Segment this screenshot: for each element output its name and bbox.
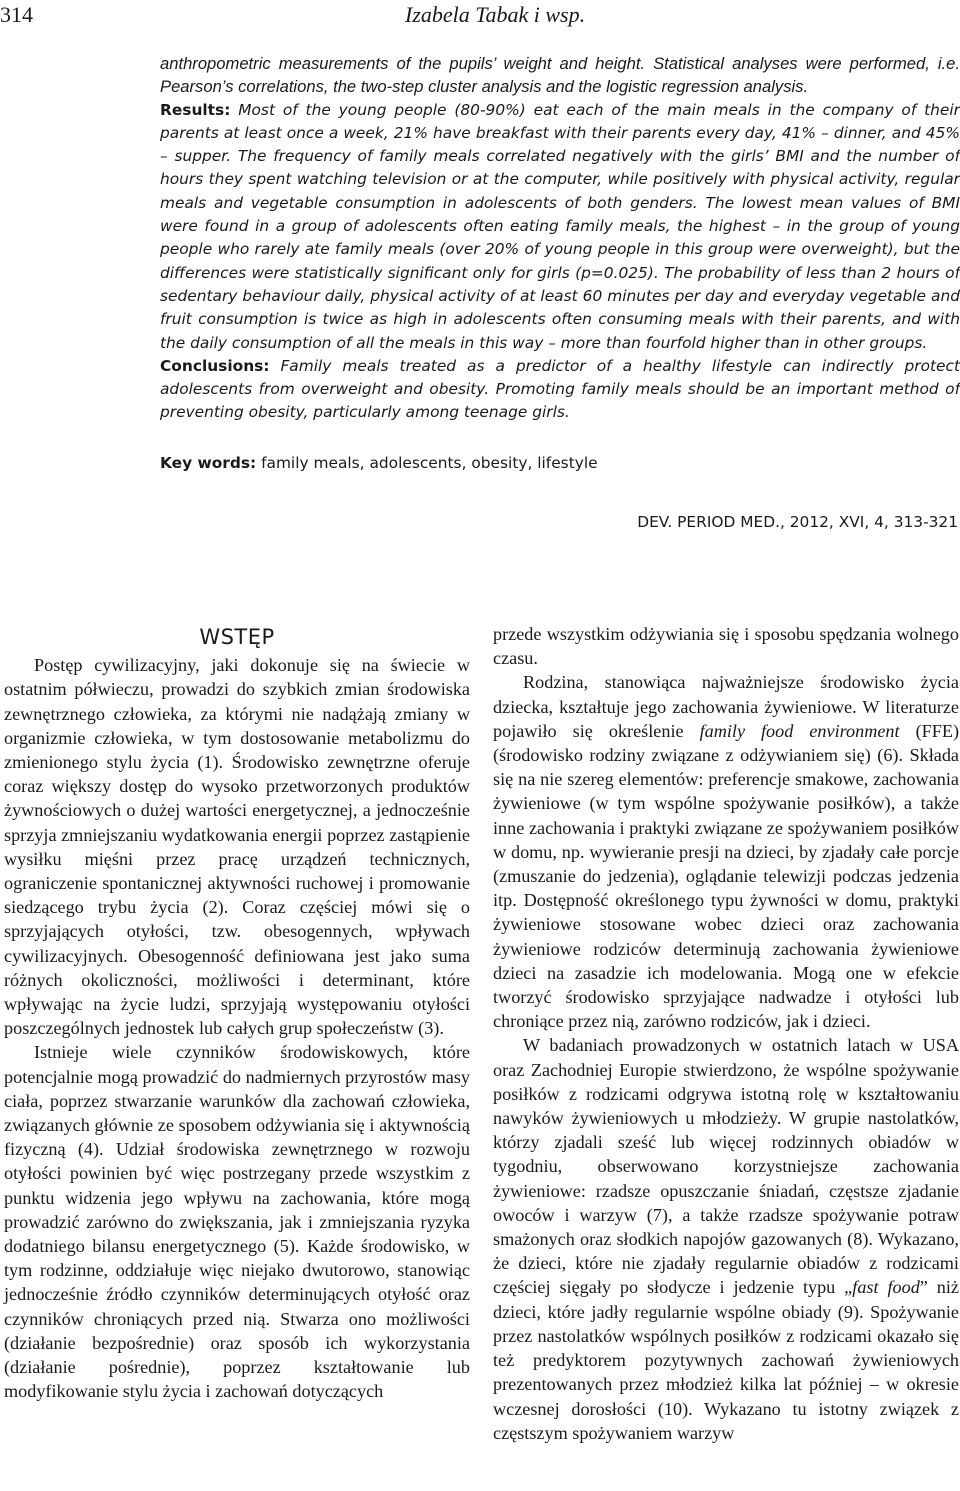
abstract-conclusions: [160, 355, 960, 425]
right-paragraph-1: [493, 670, 959, 1033]
left-paragraph-1: Postęp cywilizacyjny, jaki dokonuje się na świecie w ostatnim półwieczu, prowadzi do szybkich zmian środowiska zewnętrznego człowieka, za którymi nie nadążają zmiany w organizmie człowieka, w tym dostosowanie metabolizmu do zmienionego stylu życia (1). Środowisko zewnętrzne oferuje coraz większy dostęp do wysoko przetworzonych produktów żywnościowych o dużej wartości energetycznej, a jednocześnie sprzyja zmniejszaniu wydatkowania energii poprzez zastąpienie wysiłku mięśni przez pracę urządzeń technicznych, ograniczenie spontanicznej aktywności ruchowej i promowanie siedzącego trybu życia (2). Coraz częściej mówi się o sprzyjających otyłości, tzw. obesogennych, wpływach cywilizacyjnych. Obesogenność definiowana jest jako suma różnych okoliczności, możliwości i determinant, które wpływając na życie ludzi, sprzyjają występowaniu otyłości poszczególnych jednostek lub całych grup społeczeństw (3).: [4, 655, 470, 1039]
keywords-label: Key words:: [160, 454, 257, 472]
results-label: Results:: [160, 100, 231, 119]
right-paragraph-0: przede wszystkim odżywiania się i sposobu spędzania wolnego czasu.: [493, 624, 959, 669]
right-p1-term: family food environment: [699, 720, 900, 741]
keywords-text: family meals, adolescents, obesity, lifestyle: [256, 454, 598, 472]
page-header: [0, 0, 960, 40]
left-paragraph-2: Istnieje wiele czynników środowiskowych, które potencjalnie mogą prowadzić do nadmiernych przyrostów masy ciała, poprzez stwarzanie warunków dla zachowań człowieka, związanych głównie ze sposobem odżywiania się i aktywnością fizyczną (4). Udział środowiska zewnętrznego w rozwoju otyłości powinien być więc postrzegany przede wszystkim z punktu widzenia jego wpływu na zachowania, które mogą prowadzić zarówno do zwiększania, jak i zmniejszania ryzyka dodatniego bilansu energetycznego (5). Każde środowisko, w tym rodzinne, oddziałuje więc niejako dwutorowo, stanowiąc jednocześnie źródło czynników determinujących otyłość oraz czynników chroniących przed nią. Stwarza ono możliwości (działanie bezpośrednie) oraz sposób ich wykorzystania (działanie pośrednie), poprzez kształtowanie lub modyfikowanie stylu życia i zachowań dotyczących: [4, 1042, 470, 1402]
running-head: Izabela Tabak i wsp.: [405, 2, 586, 27]
right-column: [493, 622, 959, 1445]
abstract-results: [160, 99, 960, 355]
right-paragraph-2: [493, 1033, 959, 1444]
results-text: Most of the young people (80-90%) eat each of the main meals in the company of their parents at least once a week, 21% have breakfast with their parents every day, 41% – dinner, and 45% – supper. The frequency of family meals correlated negatively with the girls’ BMI and the number of hours they spent watching television or at the computer, while positively with physical activity, regular meals and vegetable consumption in adolescents of both genders. The lowest mean values of BMI were found in a group of adolescents often eating family meals, the highest – in the group of young people who rarely ate family meals (over 20% of young people in this group were overweight), but the differences were statistically significant only for girls (p=0.025). The probability of less than 2 hours of sedentary behaviour daily, physical activity of at least 60 minutes per day and everyday vegetable and fruit consumption is twice as high in adolescents often consuming meals with their parents, and with the daily consumption of all the meals in this way – more than fourfold higher than in other groups.: [160, 100, 960, 352]
keywords: [160, 454, 598, 472]
right-p2-text-a: W badaniach prowadzonych w ostatnich latach w USA oraz Zachodniej Europie stwierdzono, że wspólne spożywanie posiłków z rodzicami odgrywa istotną rolę w kształtowaniu nawyków żywieniowych u młodzieży. W grupie nastolatków, którzy zjadali sześć lub więcej rodzinnych obiadów w tygodniu, obserwowano korzystniejsze zachowania żywieniowe: rzadsze opuszczanie śniadań, częstsze zjadanie owoców i warzyw (7), a także rzadsze spożywanie potraw smażonych oraz słodkich napojów gazowanych (8). Wykazano, że dzieci, które nie zjadały regularnie obiadów z rodzicami częściej sięgały po słodycze i jedzenie typu „: [493, 1035, 959, 1298]
right-p1-text-b: (FFE) (środowisko rodziny związane z odżywianiem się) (6). Składa się na nie szereg elementów: preferencje smakowe, zachowania żywieniowe (w tym wspólne spożywanie posiłków), a także inne zachowania i praktyki związane ze spożywaniem posiłków w domu, np. wywieranie presji na dzieci, by zjadały całe porcje (zmuszanie do jedzenia), oglądanie telewizji podczas jedzenia itp. Dostępność określonego typu żywności w domu, praktyki żywieniowe stosowane wobec dzieci oraz zachowania żywieniowe rodziców determinują zachowania żywieniowe dzieci na zasadzie ich modelowania. Mogą one w efekcie tworzyć środowisko sprzyjające nadwadze i otyłości lub chroniące przez nią, zarówno rodziców, jak i dzieci.: [493, 720, 960, 1032]
left-column: [4, 622, 470, 1404]
abstract: [160, 52, 960, 425]
right-p2-text-b: ” niż dzieci, które jadły regularnie wspólne obiady (9). Spożywanie przez nastolatków wspólnych posiłków z rodzicami okazało się też predyktorem pozytywnych zachowań żywieniowych prezentowanych przez młodzież kilka lat później – w okresie wczesnej dorosłości (10). Wykazano tu istotny związek z częstszym spożywaniem warzyw: [493, 1277, 959, 1443]
abstract-methods-tail: anthropometric measurements of the pupils’ weight and height. Statistical analyses were performed, i.e. Pearson’s correlations, the two-step cluster analysis and the logistic regression analysis.: [160, 54, 960, 97]
right-p2-term: fast food: [852, 1277, 920, 1298]
section-title: WSTĘP: [199, 625, 275, 649]
conclusions-text: Family meals treated as a predictor of a healthy lifestyle can indirectly protect adolescents from overweight and obesity. Promoting family meals should be an important method of preventing obesity, particularly among teenage girls.: [160, 356, 960, 422]
citation: DEV. PERIOD MED., 2012, XVI, 4, 313-321: [637, 513, 958, 531]
right-p1-text-a: Rodzina, stanowiąca najważniejsze środowisko życia dziecka, kształtuje jego zachowania żywieniowe. W literaturze pojawiło się określenie: [493, 672, 959, 741]
page-number: 314: [0, 2, 33, 27]
conclusions-label: Conclusions:: [160, 356, 270, 375]
